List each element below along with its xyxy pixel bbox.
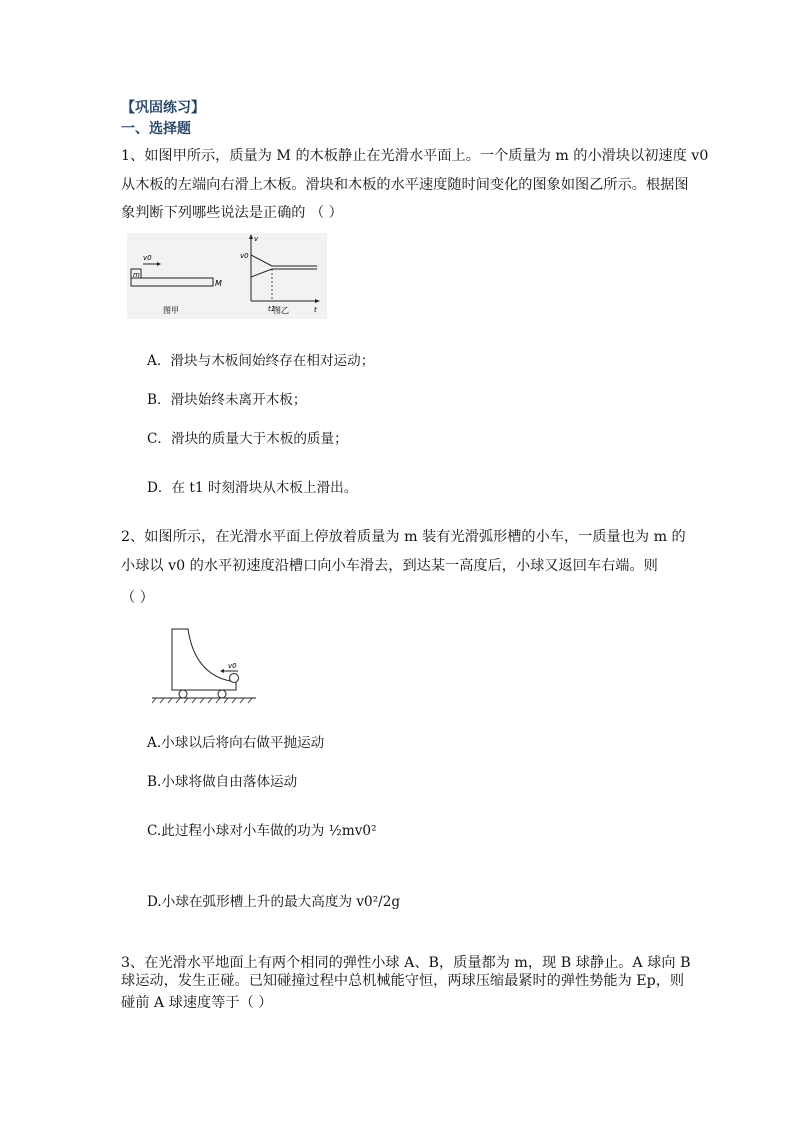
q3-line3: 碰前 A 球速度等于（ ） [121, 995, 273, 1011]
q3-line1: 3、在光滑水平地面上有两个相同的弹性小球 A、B，质量都为 m，现 B 球静止。A 球向 B [121, 955, 691, 971]
q2-figure [150, 625, 260, 705]
q1-line1: 1、如图甲所示，质量为 M 的木板静止在光滑水平面上。一个质量为 m 的小滑块以初速度 v0 [121, 148, 709, 164]
q1-figure [127, 233, 327, 319]
q1-option-d: D．在 t1 时刻滑块从木板上滑出。 [147, 480, 358, 496]
q1-option-b: B．滑块始终未离开木板； [147, 392, 307, 408]
figure-background [127, 233, 327, 319]
q2-line3: （ ） [121, 590, 154, 606]
q1-line2: 从木板的左端向右滑上木板。滑块和木板的水平速度随时间变化的图象如图乙所示。根据图 [121, 177, 689, 193]
q1-option-a: A．滑块与木板间始终存在相对运动； [147, 353, 375, 369]
section-header: 【巩固练习】 [121, 100, 205, 116]
ball [230, 674, 239, 683]
label-t: t [314, 306, 317, 314]
q2-option-b: B.小球将做自由落体运动 [147, 774, 298, 790]
cart-body [172, 629, 236, 690]
q2-option-c: C.此过程小球对小车做的功为 ½mv0² [147, 823, 377, 839]
label-v0-axis: v0 [240, 252, 249, 260]
label-t1: t1 [268, 305, 276, 313]
q1-option-c: C．滑块的质量大于木板的质量； [147, 431, 348, 447]
wheel-left [179, 690, 187, 698]
label-yi: 图乙 [273, 306, 289, 315]
label-v0: v0 [143, 254, 152, 262]
label-m: m [133, 271, 140, 279]
label-v0: v0 [228, 662, 237, 670]
label-jia: 图甲 [163, 306, 179, 315]
ground-hatching [152, 698, 252, 703]
q2-line2: 小球以 v0 的水平初速度沿槽口向小车滑去，到达某一高度后，小球又返回车右端。则 [121, 558, 658, 574]
q2-option-d: D.小球在弧形槽上升的最大高度为 v0²/2g [147, 894, 401, 910]
q1-line3: 象判断下列哪些说法是正确的 （ ） [121, 205, 343, 221]
label-v: v [254, 235, 259, 243]
section-title: 一、选择题 [121, 121, 191, 137]
q2-option-a: A.小球以后将向右做平抛运动 [147, 735, 325, 751]
q2-line1: 2、如图所示，在光滑水平面上停放着质量为 m 装有光滑弧形槽的小车，一质量也为 m 的 [121, 529, 686, 545]
wheel-right [218, 690, 226, 698]
label-M: M [215, 279, 222, 288]
q3-line2: 球运动，发生正碰。已知碰撞过程中总机械能守恒，两球压缩最紧时的弹性势能为 Ep，则 [121, 973, 685, 989]
